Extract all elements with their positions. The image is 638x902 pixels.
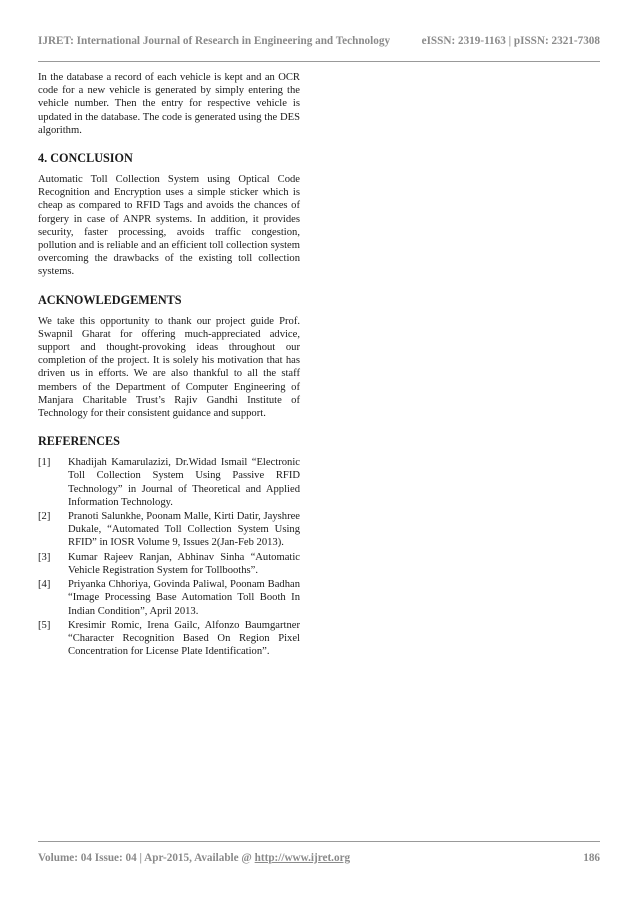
reference-number: [5] <box>38 619 51 631</box>
reference-item <box>38 619 300 659</box>
reference-number: [1] <box>38 457 51 469</box>
references-list <box>38 456 300 658</box>
footer-volume <box>38 852 350 864</box>
intro-paragraph: In the database a record of each vehicle is kept and an OCR code for a new vehicle is generated by simply entering the vehicle number. Then the entry for respective vehicle is updated in the database. The code is generated using the DES algorithm. <box>38 72 300 136</box>
reference-text: Pranoti Salunkhe, Poonam Malle, Kirti Datir, Jayshree Dukale, “Automated Toll Collection System Using RFID” in IOSR Volume 9, Issues 2(Jan-Feb 2013). <box>68 511 300 549</box>
reference-item <box>38 551 300 577</box>
page-footer <box>38 852 600 864</box>
acknowledgements-heading: ACKNOWLEDGEMENTS <box>38 292 182 307</box>
reference-item <box>38 456 300 509</box>
acknowledgements-paragraph: We take this opportunity to thank our project guide Prof. Swapnil Gharat for offering much-appreciated advice, support and thought-provoking ideas throughout our completion of the project. It is solely his motivation that has driven us in efforts. We are also thankful to all the staff members of the Department of Computer Engineering of Manjara Charitable Trust’s Rajiv Gandhi Institute of Technology for their consistent guidance and support. <box>38 315 300 420</box>
footer-volume-text: Volume: 04 Issue: 04 | Apr-2015, Available @ <box>38 852 255 864</box>
reference-number: [2] <box>38 511 51 523</box>
reference-item <box>38 578 300 618</box>
reference-text: Kresimir Romic, Irena Gailc, Alfonzo Baumgartner “Character Recognition Based On Region Pixel Concentration for License Plate Identification”. <box>68 619 300 658</box>
footer-rule <box>38 841 600 842</box>
reference-text: Khadijah Kamarulazizi, Dr.Widad Ismail “Electronic Toll Collection System Using Passive RFID Technology” in Journal of Theoretical and Applied Information Technology. <box>68 457 300 508</box>
conclusion-paragraph: Automatic Toll Collection System using Optical Code Recognition and Encryption uses a simple sticker which is cheap as compared to RFID Tags and avoids the chances of forgery in case of ANPR systems. In addition, it provides security, faster processing, avoids traffic congestion, pollution and is reliable and an efficient toll collection system overcoming the drawbacks of the existing toll collection systems. <box>38 174 300 278</box>
issn-text: eISSN: 2319-1163 | pISSN: 2321-7308 <box>421 35 600 47</box>
reference-text: Priyanka Chhoriya, Govinda Paliwal, Poonam Badhan “Image Processing Base Automation Toll Booth In Indian Condition”, April 2013. <box>68 579 300 617</box>
references-heading: REFERENCES <box>38 434 120 449</box>
journal-title: IJRET: International Journal of Research in Engineering and Technology <box>38 35 391 47</box>
page-header <box>38 35 600 47</box>
page-number: 186 <box>583 852 600 864</box>
reference-number: [3] <box>38 551 51 563</box>
reference-number: [4] <box>38 579 51 591</box>
journal-website-link[interactable]: http://www.ijret.org <box>254 852 351 864</box>
conclusion-heading: 4. CONCLUSION <box>38 151 133 166</box>
reference-item <box>38 510 300 550</box>
reference-text: Kumar Rajeev Ranjan, Abhinav Sinha “Automatic Vehicle Registration System for Tollbooths”. <box>68 551 300 576</box>
left-column <box>38 71 300 659</box>
header-rule <box>38 61 600 62</box>
